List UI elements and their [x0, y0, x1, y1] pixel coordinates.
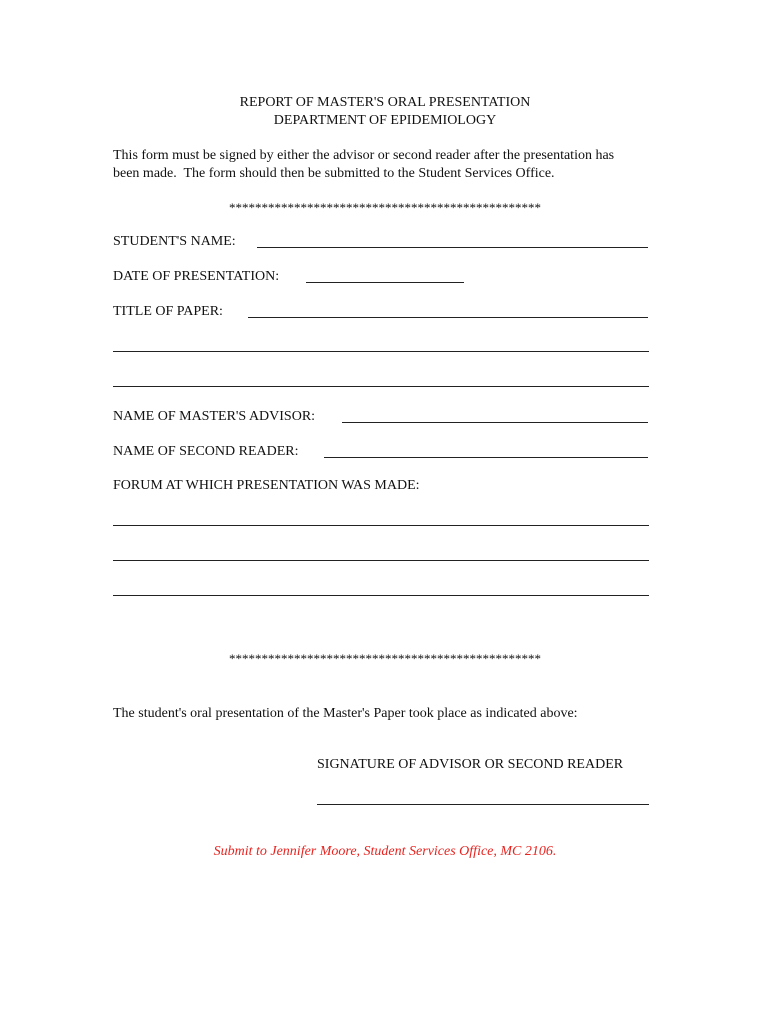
separator-top: ************************************************	[229, 200, 541, 215]
title-label: TITLE OF PAPER:	[113, 304, 223, 319]
signature-label: SIGNATURE OF ADVISOR OR SECOND READER	[317, 757, 624, 772]
second-reader-line[interactable]	[324, 457, 648, 458]
attestation-statement: The student's oral presentation of the Master's Paper took place as indicated above:	[113, 706, 578, 721]
submit-note: Submit to Jennifer Moore, Student Services Office, MC 2106.	[213, 844, 557, 859]
form-title: REPORT OF MASTER'S ORAL PRESENTATION	[239, 95, 531, 110]
instructions-line-2: been made. The form should then be submitted to the Student Services Office.	[113, 166, 555, 181]
student-name-label: STUDENT'S NAME:	[113, 234, 236, 249]
forum-label: FORUM AT WHICH PRESENTATION WAS MADE:	[113, 478, 420, 493]
advisor-line[interactable]	[342, 422, 648, 423]
forum-line-3[interactable]	[113, 595, 649, 596]
date-label: DATE OF PRESENTATION:	[113, 269, 280, 284]
title-line-3[interactable]	[113, 386, 649, 387]
date-line[interactable]	[306, 282, 464, 283]
advisor-label: NAME OF MASTER'S ADVISOR:	[113, 409, 316, 424]
department-name: DEPARTMENT OF EPIDEMIOLOGY	[273, 113, 497, 128]
forum-line-1[interactable]	[113, 525, 649, 526]
student-name-line[interactable]	[257, 247, 648, 248]
signature-line[interactable]	[317, 804, 649, 805]
instructions-line-1: This form must be signed by either the advisor or second reader after the presentation has	[113, 148, 615, 163]
title-line-2[interactable]	[113, 351, 649, 352]
separator-bottom: ************************************************	[229, 651, 541, 666]
second-reader-label: NAME OF SECOND READER:	[113, 444, 299, 459]
title-line-1[interactable]	[248, 317, 648, 318]
forum-line-2[interactable]	[113, 560, 649, 561]
